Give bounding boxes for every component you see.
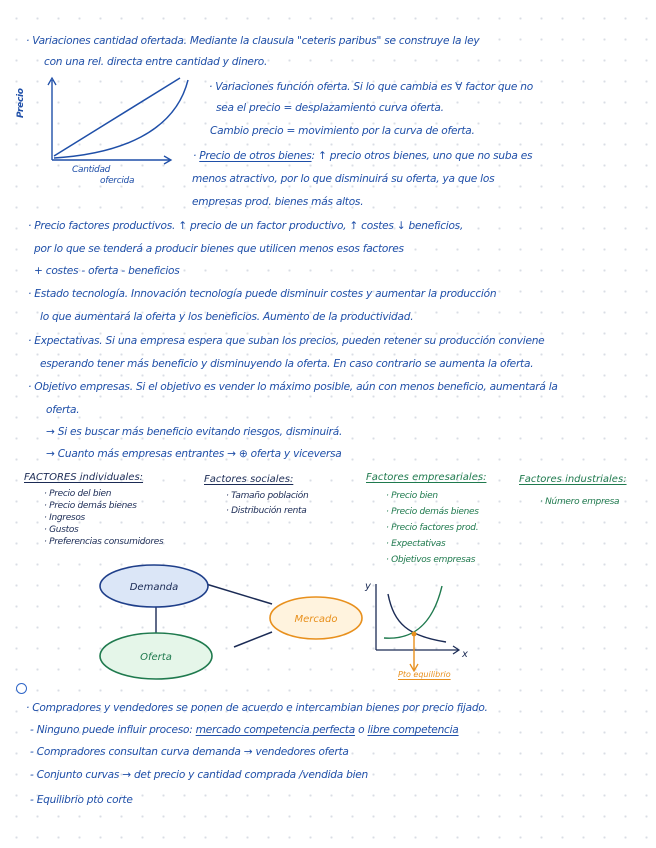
graph1-y-label: Precio <box>16 88 26 118</box>
equilibrium-graph <box>362 578 482 682</box>
side-line-6: empresas prod. bienes más altos. <box>192 196 364 208</box>
market-label: Mercado <box>294 614 338 625</box>
body-line-5: lo que aumentará la oferta y los beneficios. Aumento de la productividad. <box>40 311 414 323</box>
body-line-3: + costes - oferta - beneficios <box>34 265 180 277</box>
graph1-x-label-2: ofercida <box>100 176 135 186</box>
intro-line-2: con una rel. directa entre cantidad y dinero. <box>44 56 268 68</box>
factor-business-item: · Precio factores prod. <box>386 523 479 533</box>
supply-curve <box>384 586 442 638</box>
factor-social-item: · Tamaño población <box>226 491 309 501</box>
factor-business-item: · Expectativas <box>386 539 446 549</box>
graph2-y: y <box>365 581 371 592</box>
factors-industrial-title: Factores industriales: <box>519 474 627 485</box>
side-line-2: sea el precio = desplazamiento curva oferta. <box>216 102 444 114</box>
factor-industrial-item: · Número empresa <box>540 497 620 507</box>
factors-social-title: Factores sociales: <box>204 474 294 485</box>
factor-individual-item: · Gustos <box>44 525 79 535</box>
graph1-x-label-1: Cantidad <box>72 165 111 175</box>
factors-business-title: Factores empresariales: <box>366 472 487 483</box>
factor-business-item: · Objetivos empresas <box>386 555 476 565</box>
factor-business-item: · Precio bien <box>386 491 438 501</box>
graph2-x: x <box>462 649 468 660</box>
connector-supply-market <box>234 632 272 647</box>
side-line-3: Cambio precio = movimiento por la curva de oferta. <box>210 125 475 137</box>
factor-social-item: · Distribución renta <box>226 506 307 516</box>
demand-label: Demanda <box>129 582 179 593</box>
side-line-5: menos atractivo, por lo que disminuirá su oferta, ya que los <box>192 173 495 185</box>
body-line-10: → Si es buscar más beneficio evitando riesgos, disminuirá. <box>46 426 343 438</box>
body-line-4: · Estado tecnología. Innovación tecnología puede disminuir costes y aumentar la producción <box>28 288 497 300</box>
factors-individual-title: FACTORES individuales: <box>24 472 144 483</box>
supply-label: Oferta <box>140 652 172 663</box>
supply-line <box>54 78 180 156</box>
body-line-1: · Precio factores productivos. ↑ precio de un factor productivo, ↑ costes ↓ beneficios, <box>28 220 464 232</box>
factor-individual-item: · Ingresos <box>44 513 85 523</box>
connector-demand-market <box>206 584 272 604</box>
side-line-4: · Precio de otros bienes: ↑ precio otros bienes, uno que no suba es <box>193 150 533 162</box>
factor-individual-item: · Preferencias consumidores <box>44 537 164 547</box>
supply-graph <box>30 72 200 182</box>
supply-curve <box>54 80 188 158</box>
intro-line-1: · Variaciones cantidad ofertada. Mediante la clausula "ceteris paribus" se construye la ley <box>26 35 480 47</box>
market-line-4: - Conjunto curvas → det precio y cantidad comprada /vendida bien <box>30 769 369 781</box>
body-line-11: → Cuanto más empresas entrantes → ⊕ oferta y viceversa <box>46 448 342 460</box>
body-line-9: oferta. <box>46 404 80 416</box>
side-line-1: · Variaciones función oferta. Si lo que cambia es ∀ factor que no <box>209 81 533 93</box>
market-line-1: · Compradores y vendedores se ponen de acuerdo e intercambian bienes por precio fijado. <box>26 702 488 714</box>
market-line-2: - Ninguno puede influir proceso: mercado competencia perfecta o libre competencia <box>30 724 459 736</box>
body-line-7: esperando tener más beneficio y disminuyendo la oferta. En caso contrario se aumenta la oferta. <box>40 358 534 370</box>
equilibrium-label: Pto equilibrio <box>398 670 451 679</box>
factor-individual-item: · Precio demás bienes <box>44 501 137 511</box>
market-diagram <box>96 562 366 687</box>
market-line-3: - Compradores consultan curva demanda → vendedores oferta <box>30 746 349 758</box>
market-line-5: - Equilibrio pto corte <box>30 794 133 806</box>
body-line-6: · Expectativas. Si una empresa espera que suban los precios, pueden retener su producción conviene <box>28 335 545 347</box>
body-line-2: por lo que se tenderá a producir bienes que utilicen menos esos factores <box>34 243 404 255</box>
equilibrium-point <box>412 632 417 637</box>
factor-business-item: · Precio demás bienes <box>386 507 479 517</box>
factor-individual-item: · Precio del bien <box>44 489 112 499</box>
bullet-circle-icon <box>16 683 27 694</box>
body-line-8: · Objetivo empresas. Si el objetivo es vender lo máximo posible, aún con menos beneficio, aumentará la <box>28 381 558 393</box>
